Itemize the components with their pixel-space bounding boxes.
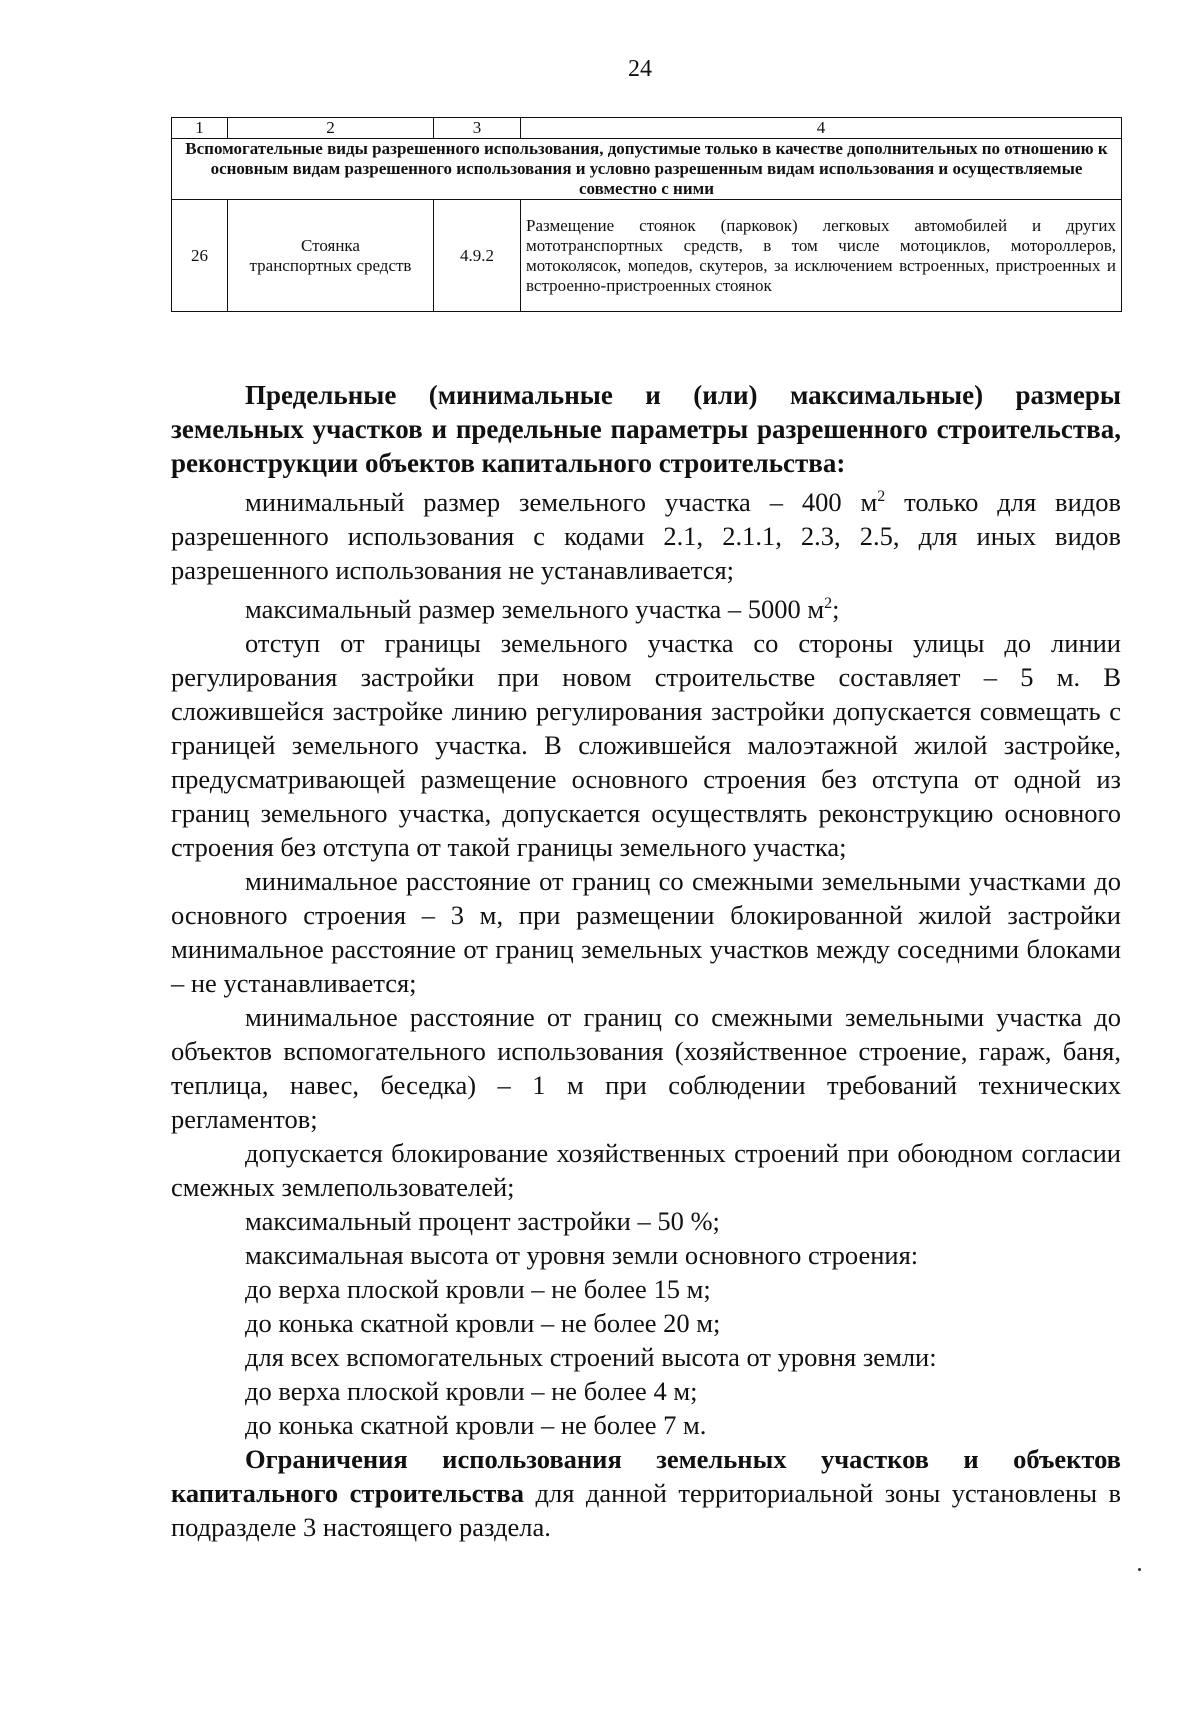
paragraph-min-plot-size: минимальный размер земельного участка – 400 $м^2$ только для видов разрешенного использования с кодами 2.1, 2.1.1, 2.3, 2.5, для иных видов разрешенного использования не устанавливается; [171, 486, 1121, 585]
column-header-3: 3 [434, 118, 521, 139]
paragraph-pitched-roof-auxiliary: до конька скатной кровли – не более 7 м. [245, 1409, 707, 1440]
paragraph-max-coverage: максимальный процент застройки – 50 %; [245, 1205, 720, 1236]
use-type-code: 4.9.2 [434, 200, 521, 312]
column-header-4: 4 [521, 118, 1122, 139]
table-header-row [172, 118, 1122, 139]
column-header-2: 2 [228, 118, 434, 139]
document-body [171, 378, 1121, 1544]
paragraph-flat-roof-main: до верха плоской кровли – не более 15 м; [245, 1273, 711, 1304]
paragraph-min-distance-auxiliary: минимальное расстояние от границ со смежными земельными участка до объектов вспомогательного использования (хозяйственное строение, гараж, баня, теплица, навес, беседка) – 1 м при соблюдении требований технических регламентов; [171, 1001, 1121, 1134]
paragraph-blocking: допускается блокирование хозяйственных строений при обоюдном согласии смежных землепользователей; [171, 1137, 1121, 1202]
row-number: 26 [172, 200, 228, 312]
paragraph-auxiliary-height: для всех вспомогательных строений высота от уровня земли: [245, 1341, 937, 1372]
paragraph-max-height: максимальная высота от уровня земли основного строения: [245, 1239, 919, 1270]
page-number: 24 [628, 56, 652, 82]
land-use-table [171, 117, 1122, 312]
paragraph-restrictions: Ограничения использования земельных участков и объектов капитального строительства для данной территориальной зоны установлены в подразделе 3 настоящего раздела. [171, 1443, 1121, 1542]
scan-dot [1138, 1568, 1141, 1571]
use-type-name: Стоянка транспортных средств [228, 200, 434, 312]
paragraph-pitched-roof-main: до конька скатной кровли – не более 20 м; [245, 1307, 721, 1338]
table-group-row [172, 139, 1122, 200]
table-group-title: Вспомогательные виды разрешенного использования, допустимые только в качестве дополнительных по отношению к основным видам разрешенного использования и условно разрешенным видам использования и осуществляемые совместно с ними [172, 139, 1122, 200]
paragraph-max-plot-size: максимальный размер земельного участка – 5000 $м^2$; [245, 593, 840, 624]
section-heading: Предельные (минимальные и (или) максимальные) размеры земельных участков и предельные параметры разрешенного строительства, реконструкции объектов капитального строительства: [171, 380, 1121, 478]
paragraph-setback: отступ от границы земельного участка со стороны улицы до линии регулирования застройки при новом строительстве составляет – 5 м. В сложившейся застройке линию регулирования застройки допускается совмещать с границей земельного участка. В сложившейся малоэтажной жилой застройке, предусматривающей размещение основного строения без отступа от одной из границ земельного участка, допускается осуществлять реконструкцию основного строения без отступа от такой границы земельного участка; [171, 627, 1121, 862]
table-row [172, 200, 1122, 312]
column-header-1: 1 [172, 118, 228, 139]
paragraph-flat-roof-auxiliary: до верха плоской кровли – не более 4 м; [245, 1375, 698, 1406]
paragraph-min-distance-main: минимальное расстояние от границ со смежными земельными участками до основного строения – 3 м, при размещении блокированной жилой застройки минимальное расстояние от границ земельных участков между соседними блоками – не устанавливается; [171, 865, 1121, 998]
use-type-description: Размещение стоянок (парковок) легковых автомобилей и других мототранспортных средств, в том числе мотоциклов, мотороллеров, мотоколясок, мопедов, скутеров, за исключением встроенных, пристроенных и встроенно-пристроенных стоянок [521, 200, 1122, 312]
